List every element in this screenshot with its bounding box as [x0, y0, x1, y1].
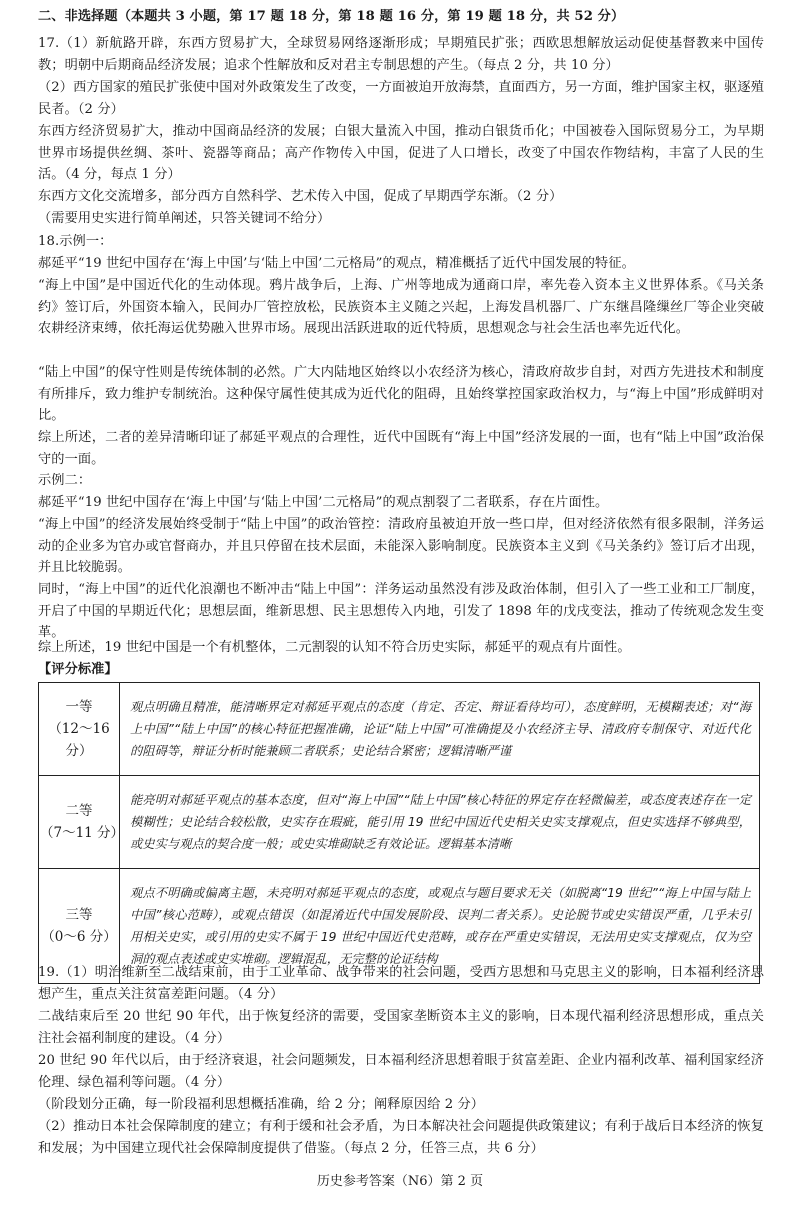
q18-example2-conclusion: 综上所述，19 世纪中国是一个有机整体，二元割裂的认知不符合历史实际，郝延平的观点有片面性。	[38, 640, 631, 655]
q18-example1-conclusion: 综上所述，二者的差异清晰印证了郝延平观点的合理性，近代中国既有“海上中国”经济发展的一面，也有“陆上中国”政治保守的一面。	[38, 430, 764, 467]
grade-name: 一等	[65, 699, 93, 715]
q18-example2-economy: “海上中国”的经济发展始终受制于“陆上中国”的政治管控：清政府虽被迫开放一些口岸，但对经济依然有很多限制，洋务运动的企业多为官办或官督商办，并且只停留在技术层面，未能深入影响制度。民族资本主义到《马关条约》签订后才出现，并且比较脆弱。	[38, 517, 764, 575]
q17-paragraph-economy: 东西方经济贸易扩大，推动中国商品经济的发展；白银大量流入中国，推动白银货币化；中国被卷入国际贸易分工，为早期世界市场提供丝绸、茶叶、瓷器等商品；高产作物传入中国，促进了人口增长，改变了中国农作物结构，丰富了人民的生活。（4 分，每点 1 分）	[38, 124, 764, 182]
q18-example1-sea-china: “海上中国”是中国近代化的生动体现。鸦片战争后，上海、广州等地成为通商口岸，率先卷入资本主义世界体系。《马关条约》签订后，外国资本输入，民间办厂管控放松，民族资本主义随之兴起，上海发昌机器厂、广东继昌隆缫丝厂等企业突破农耕经济束缚，依托海运优势融入世界市场。展现出活跃进取的近代特质，思想观念与社会生活也率先近代化。	[38, 278, 764, 336]
rubric-description: 能亮明对郝延平观点的基本态度，但对“海上中国”“陆上中国”核心特征的界定存在轻微偏差，或态度表述存在一定模糊性；史论结合较松散，史实存在瑕疵，能引用 19 世纪中国近代史相关史实支撑观点，但史实选择不够典型，或史实与观点的契合度一般；或史实堆砌缺乏有效论证。逻辑基本清晰	[120, 776, 760, 869]
q18-example2-label: 示例二：	[38, 473, 92, 488]
q17-paragraph-culture: 东西方文化交流增多，部分西方自然科学、艺术传入中国，促成了早期西学东渐。（2 分）	[38, 189, 563, 204]
rubric-grade-cell	[39, 683, 120, 776]
rubric-description: 观点不明确或偏离主题，未亮明对郝延平观点的态度，或观点与题目要求无关（如脱离“19 世纪”“海上中国与陆上中国”核心范畴），或观点错误（如混淆近代中国发展阶段、误判二者关系）。史论脱节或史实错误严重，几乎未引用相关史实，或引用的史实不属于 19 世纪中国近代史范畴，或存在严重史实错误，无法用史实支撑观点，仅为空洞的观点表述或史实堆砌。逻辑混乱，无完整的论证结构	[120, 869, 760, 984]
q17-note: （需要用史实进行简单阐述，只答关键词不给分）	[38, 211, 331, 226]
q18-example1-thesis: 郝延平“19 世纪中国存在‘海上中国’与‘陆上中国’二元格局”的观点，精准概括了近代中国发展的特征。	[38, 256, 635, 271]
rubric-grade-cell	[39, 776, 125, 869]
q18-example2-thesis: 郝延平“19 世纪中国存在‘海上中国’与‘陆上中国’二元格局”的观点割裂了二者联系，存在片面性。	[38, 495, 609, 510]
q17-part2: （2）西方国家的殖民扩张使中国对外政策发生了改变，一方面被迫开放海禁，直面西方，另一方面，维护国家主权，驱逐殖民者。（2 分）	[38, 80, 765, 117]
q19-part1-stage1: 19.（1）明治维新至二战结束前，由于工业革命、战争带来的社会问题，受西方思想和马克思主义的影响，日本福利经济思想产生，重点关注贫富差距问题。（4 分）	[38, 965, 764, 1002]
rubric-description: 观点明确且精准，能清晰界定对郝延平观点的态度（肯定、否定、辩证看待均可），态度鲜明，无模糊表述；对“海上中国”“陆上中国”的核心特征把握准确，论证“陆上中国”可准确提及小农经济主导、清政府专制保守、对近代化的阻碍等，辩证分析时能兼顾二者联系；史论结合紧密；逻辑清晰严谨	[120, 683, 760, 776]
grade-range: （12～16 分）	[48, 721, 110, 759]
q18-example1-land-china: “陆上中国”的保守性则是传统体制的必然。广大内陆地区始终以小农经济为核心，清政府故步自封，对西方先进技术和制度有所排斥，致力维护专制统治。这种保守属性使其成为近代化的阻碍，且始终掌控国家政治权力，与“海上中国”形成鲜明对比。	[38, 365, 764, 423]
grade-name: 二等	[65, 803, 93, 819]
scoring-rubric-table	[38, 682, 760, 984]
grade-range: （7～11 分）	[40, 825, 125, 841]
grade-name: 三等	[65, 907, 93, 923]
q19-part1-scoring-note: （阶段划分正确，每一阶段福利思想概括准确，给 2 分；阐释原因给 2 分）	[38, 1097, 485, 1112]
page-footer: 历史参考答案（N6）第 2 页	[316, 1174, 484, 1189]
rubric-title: 【评分标准】	[38, 662, 118, 677]
q19-part2: （2）推动日本社会保障制度的建立；有利于缓和社会矛盾，为日本解决社会问题提供政策建议；有利于战后日本经济的恢复和发展；为中国建立现代社会保障制度提供了借鉴。（每点 2 分，任答三点，共 6 分）	[38, 1119, 765, 1156]
q18-example2-interaction: 同时，“海上中国”的近代化浪潮也不断冲击“陆上中国”：洋务运动虽然没有涉及政治体制，但引入了一些工业和工厂制度，开启了中国的早期近代化；思想层面，维新思想、民主思想传入内地，引发了 1898 年的戊戌变法，推动了传统观念发生变革。	[38, 582, 764, 640]
section-header: 二、非选择题（本题共 3 小题，第 17 题 18 分，第 18 题 16 分，第 19 题 18 分，共 52 分）	[38, 9, 625, 24]
q19-part1-stage2: 二战结束后至 20 世纪 90 年代，出于恢复经济的需要，受国家垄断资本主义的影响，日本现代福利经济思想形成，重点关注社会福利制度的建设。（4 分）	[38, 1009, 764, 1046]
rubric-row	[39, 776, 760, 869]
q19-part1-stage3: 20 世纪 90 年代以后，由于经济衰退，社会问题频发，日本福利经济思想着眼于贫富差距、企业内福利改革、福利国家经济伦理、绿色福利等问题。（4 分）	[38, 1053, 764, 1090]
grade-range: （0～6 分）	[41, 929, 117, 945]
q17-part1: 17.（1）新航路开辟，东西方贸易扩大，全球贸易网络逐渐形成；早期殖民扩张；西欧思想解放运动促使基督教来中国传教；明朝中后期商品经济发展；追求个性解放和反对君主专制思想的产生。（每点 2 分，共 10 分）	[38, 36, 764, 73]
q18-example1-label: 18.示例一：	[38, 234, 113, 249]
rubric-row	[39, 683, 760, 776]
